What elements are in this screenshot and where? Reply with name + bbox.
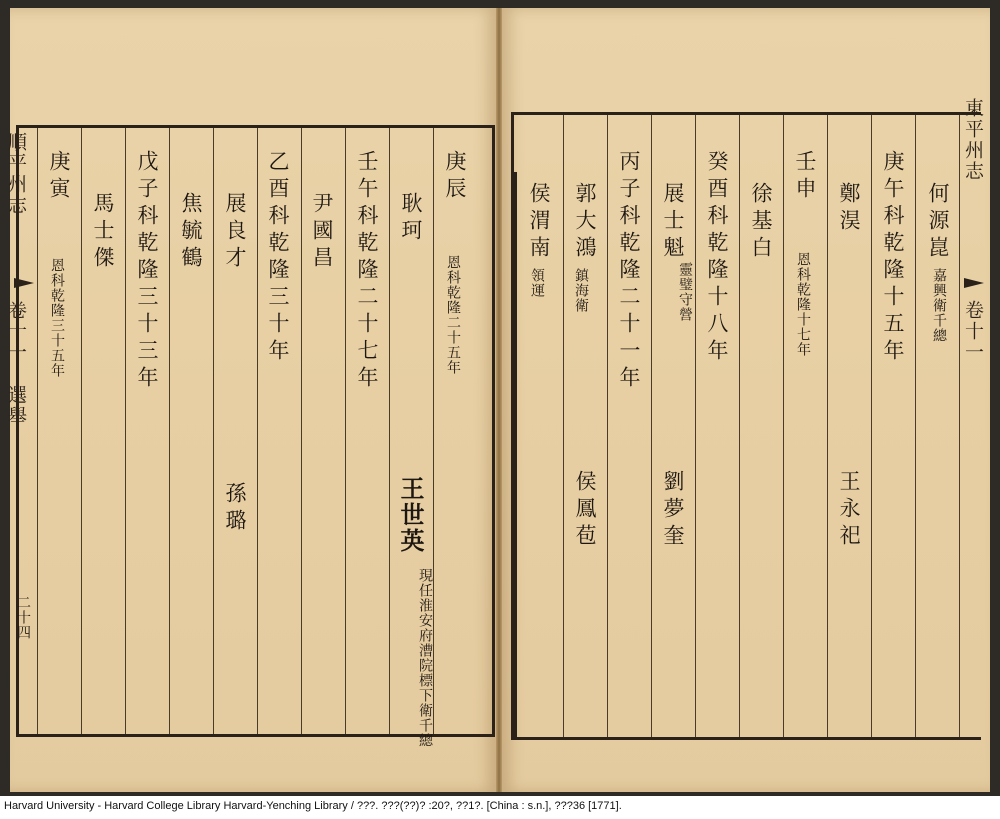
candidate-name: 劉夢奎 (661, 470, 685, 551)
inner-border (514, 172, 517, 737)
column-rule (651, 115, 652, 737)
exam-session: 戊子科乾隆三十三年 (135, 150, 159, 393)
candidate-name: 侯鳳苞 (573, 470, 597, 551)
column-rule (915, 115, 916, 737)
candidate-name: 郭大鴻 (573, 182, 597, 263)
column-rule (81, 128, 82, 734)
candidate-name: 王世英 (396, 476, 425, 554)
candidate-name: 孫璐 (223, 482, 247, 536)
exam-session: 庚午科乾隆十五年 (881, 150, 905, 366)
candidate-name: 尹國昌 (310, 192, 334, 273)
entry-note: 靈璧守營 (677, 262, 693, 322)
exam-session: 壬午科乾隆二十七年 (355, 150, 379, 393)
image-caption: Harvard University - Harvard College Library Harvard-Yenching Library / ???. ???(??)? :20?, ??1?. [China : s.n.], ???36 [1771]. (4, 800, 622, 812)
column-rule (695, 115, 696, 737)
column-rule (125, 128, 126, 734)
column-rule (433, 128, 434, 734)
column-rule (169, 128, 170, 734)
candidate-name: 徐基白 (749, 182, 773, 263)
exam-session: 癸酉科乾隆十八年 (705, 150, 729, 366)
column-rule (739, 115, 740, 737)
exam-session: 乙酉科乾隆三十年 (266, 150, 290, 366)
exam-session: 丙子科乾隆二十一年 (617, 150, 641, 393)
candidate-name: 馬士傑 (91, 192, 115, 273)
candidate-name: 展良才 (223, 192, 247, 273)
column-rule (871, 115, 872, 737)
entry-note: 恩科乾隆三十五年 (49, 258, 65, 378)
column-rule (213, 128, 214, 734)
column-rule (783, 115, 784, 737)
candidate-name: 王永祀 (837, 470, 861, 551)
candidate-name: 何源崑 (926, 182, 950, 263)
candidate-name: 侯渭南 (527, 182, 551, 263)
margin-section: 選舉 (5, 385, 27, 427)
column-rule (345, 128, 346, 734)
column-rule (301, 128, 302, 734)
column-rule (607, 115, 608, 737)
book-gutter (496, 8, 502, 792)
entry-note: 恩科乾隆十七年 (795, 252, 811, 357)
column-rule (563, 115, 564, 737)
entry-note: 現任淮安府漕院標下衛千總 (417, 568, 433, 748)
page-number: 二十四 (15, 595, 31, 640)
entry-note: 鎮海衛 (573, 268, 589, 313)
margin-book-title: 東平州志 (962, 98, 984, 182)
entry-heading: 庚寅 (47, 150, 71, 204)
entry-note: 恩科乾隆二十五年 (445, 255, 461, 375)
candidate-name: 鄭淏 (837, 182, 861, 236)
entry-heading: 壬申 (793, 150, 817, 204)
margin-book-title: 順平州志 (5, 132, 27, 216)
candidate-name: 焦毓鶴 (179, 192, 203, 273)
column-rule (959, 115, 960, 737)
candidate-name: 展士魁 (661, 182, 685, 263)
column-rule (257, 128, 258, 734)
column-rule (827, 115, 828, 737)
entry-heading: 庚辰 (443, 150, 467, 204)
margin-volume: 卷十一 (5, 300, 27, 363)
column-rule (37, 128, 38, 734)
entry-note: 嘉興衛千總 (931, 268, 947, 343)
entry-note: 領運 (529, 268, 545, 298)
margin-volume: 卷十一 (962, 300, 984, 363)
candidate-name: 耿珂 (399, 192, 423, 246)
column-rule (389, 128, 390, 734)
